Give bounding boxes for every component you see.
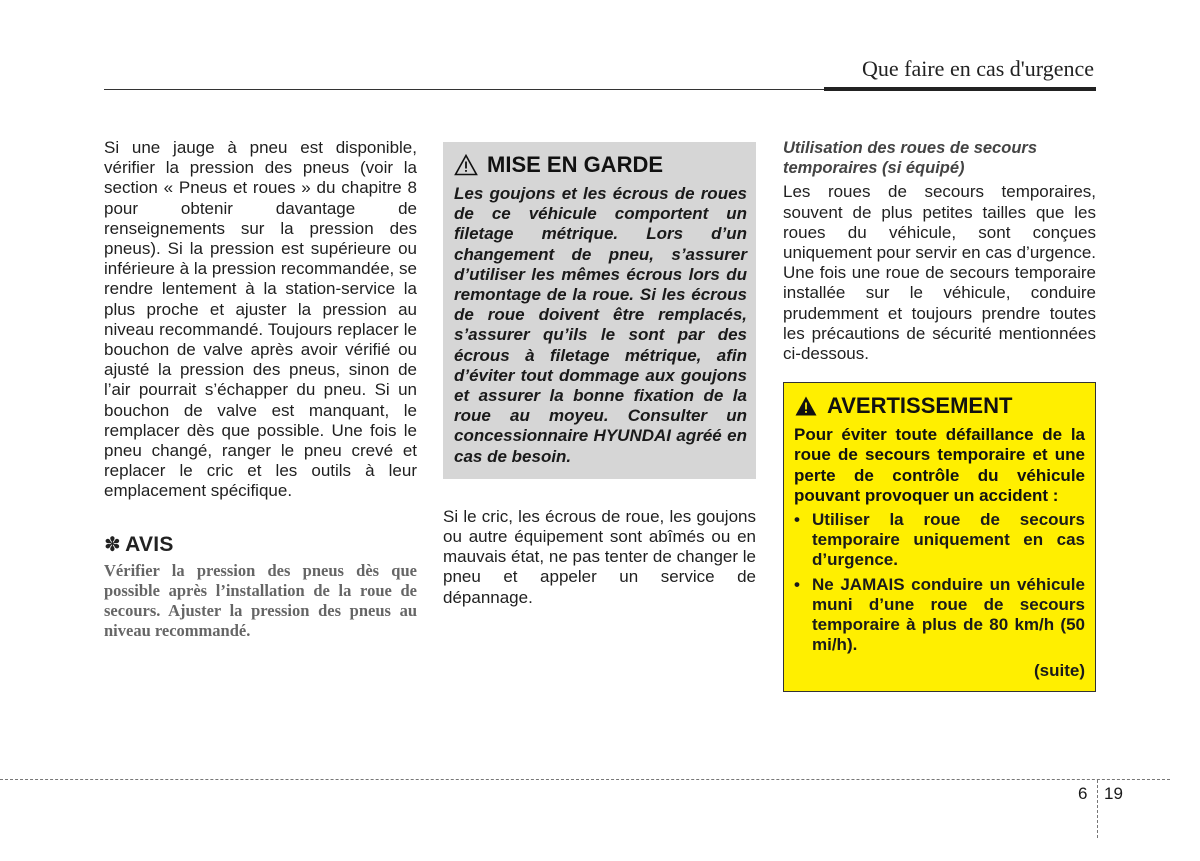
column-right bbox=[783, 138, 1096, 692]
spare-wheel-paragraph: Les roues de secours temporaires, souvent de plus petites tailles que les roues du véhicule, sont conçues uniquement pour servir en cas d’urgence. Une fois une roue de secours temporaire installée sur le véhicule, conduire prudemment et toujours prendre toutes les précautions de sécurité mentionnées ci-dessous. bbox=[783, 182, 1096, 364]
column-left bbox=[104, 138, 417, 641]
list-item bbox=[794, 575, 1085, 656]
footer-rule bbox=[0, 779, 1170, 780]
chapter-number: 6 bbox=[1078, 784, 1088, 803]
list-item-text: Ne JAMAIS conduire un véhicule muni d’une roue de secours temporaire à plus de 80 km/h (50 mi/h). bbox=[812, 574, 1085, 655]
warning-triangle-icon bbox=[794, 395, 818, 417]
avis-heading bbox=[104, 532, 417, 557]
list-item bbox=[794, 510, 1085, 571]
bullet-icon: • bbox=[794, 574, 800, 594]
mise-en-garde-label: MISE EN GARDE bbox=[487, 152, 664, 177]
tire-pressure-paragraph: Si une jauge à pneu est disponible, vérifier la pression des pneus (voir la section « Pneus et roues » du chapitre 8 pour obtenir davantage de renseignements sur la pression des pneus). Si la pression est supérieure ou inférieure à la pression recommandée, se rendre lentement à la station-service la plus proche et ajuster la pression au niveau recommandé. Toujours replacer le bouchon de valve après avoir vérifié ou ajusté la pression des pneus, sinon de l’air pourrait s’échapper du pneu. Si un bouchon de valve est manquant, le remplacer dès que possible. Une fois le pneu changé, ranger le pneu crevé et replacer le cric et les outils à leur emplacement spécifique. bbox=[104, 138, 417, 501]
mise-en-garde-box bbox=[443, 142, 756, 479]
avertissement-box bbox=[783, 382, 1096, 692]
section-subheading: Utilisation des roues de secours temporaires (si équipé) bbox=[783, 139, 1037, 178]
avertissement-list bbox=[794, 510, 1085, 655]
list-item-text: Utiliser la roue de secours temporaire uniquement en cas d’urgence. bbox=[812, 510, 1085, 570]
avis-text: Vérifier la pression des pneus dès que possible après l’installation de la roue de secours. Ajuster la pression des pneus au niveau recommandé. bbox=[104, 560, 417, 641]
header-rule-accent bbox=[824, 87, 1096, 91]
cric-paragraph: Si le cric, les écrous de roue, les goujons ou autre équipement sont abîmés ou en mauvais état, ne pas tenter de changer le pneu et appeler un service de dépannage. bbox=[443, 506, 756, 607]
page-number: 19 bbox=[1104, 784, 1123, 803]
footer-divider bbox=[1097, 780, 1098, 838]
mise-en-garde-heading bbox=[454, 152, 747, 178]
warning-triangle-icon bbox=[454, 154, 478, 176]
asterisk-icon: ✽ bbox=[104, 533, 122, 556]
mise-en-garde-text: Les goujons et les écrous de roues de ce véhicule comportent un filetage métrique. Lors d’un changement de pneu, s’assurer d’utiliser les mêmes écrous lors du remontage de la roue. Si les écrous de roue doivent être remplacés, s’assurer qu’ils le sont par des écrous à filetage métrique, afin d’éviter tout dommage aux goujons et assurer la bonne fixation de la roue au moyeu. Consulter un concessionnaire HYUNDAI agréé en cas de besoin. bbox=[454, 184, 747, 466]
chapter-title: Que faire en cas d'urgence bbox=[862, 56, 1094, 81]
avertissement-heading bbox=[794, 393, 1085, 419]
bullet-icon: • bbox=[794, 510, 800, 530]
avertissement-label: AVERTISSEMENT bbox=[827, 393, 1013, 419]
suite-label: (suite) bbox=[1034, 661, 1085, 681]
avis-heading-label: AVIS bbox=[125, 532, 174, 556]
column-middle bbox=[443, 138, 756, 608]
avertissement-intro: Pour éviter toute défaillance de la roue de secours temporaire et une perte de contrôle du véhicule pouvant provoquer un accident : bbox=[794, 425, 1085, 505]
